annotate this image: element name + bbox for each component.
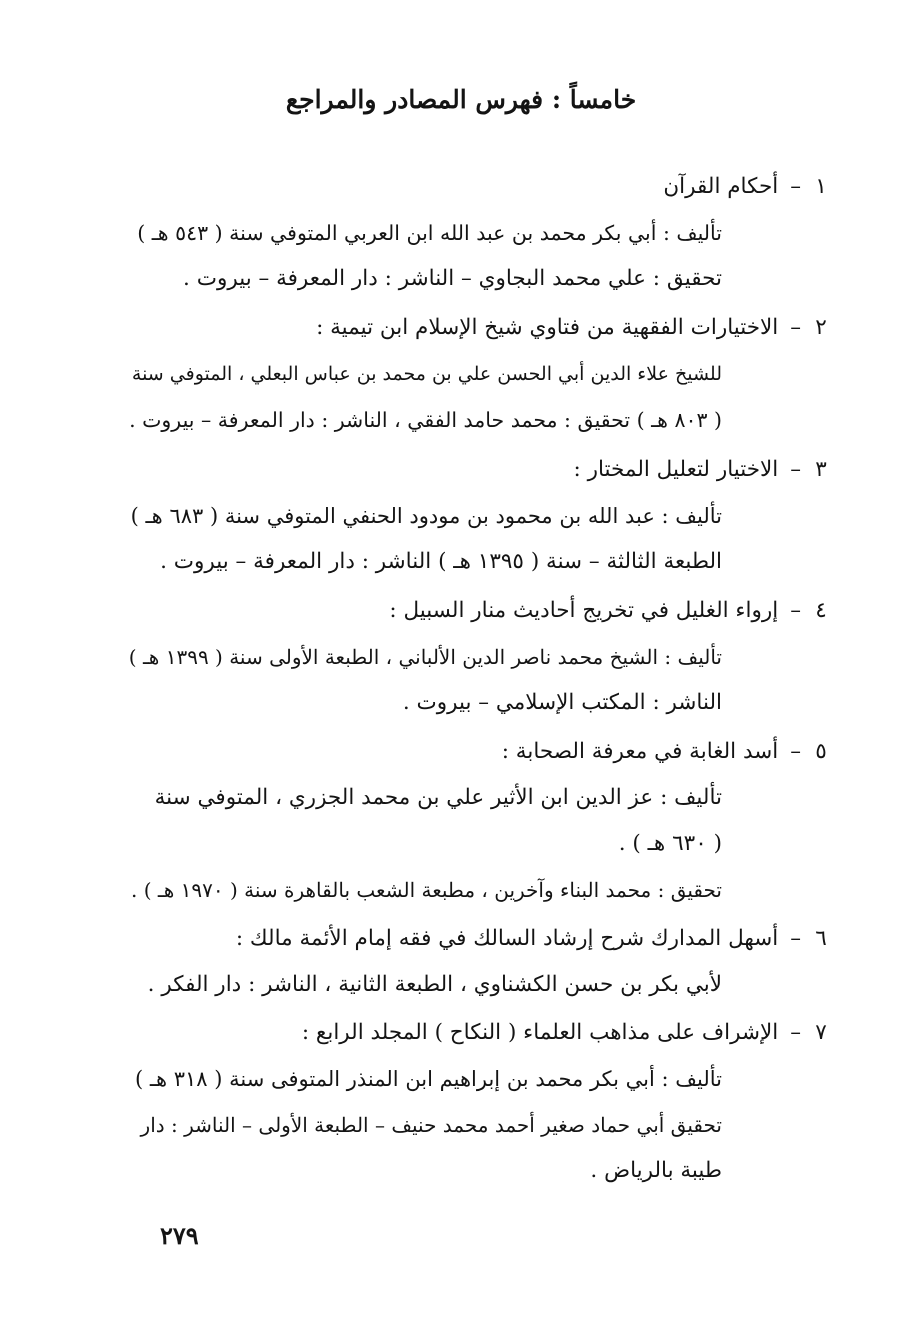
entry-2-detail-line: ( ٨٠٣ هـ ) تحقيق : محمد حامد الفقي ، الناشر : دار المعرفة – بيروت .: [129, 408, 722, 432]
entry-title: أسد الغابة في معرفة الصحابة :: [501, 739, 779, 764]
entry-number: ٦: [815, 926, 827, 951]
entry-title: الاختيارات الفقهية من فتاوي شيخ الإسلام ابن تيمية :: [316, 315, 779, 340]
entry-7-title-line: ٧–الإشراف على مذاهب العلماء ( النكاح ) المجلد الرابع :: [302, 1018, 829, 1048]
entry-2-title-line: ٢–الاختيارات الفقهية من فتاوي شيخ الإسلام ابن تيمية :: [316, 313, 829, 343]
entry-6-title-line: ٦–أسهل المدارك شرح إرشاد السالك في فقه إمام الأئمة مالك :: [236, 924, 829, 954]
entry-1-detail-line: تأليف : أبي بكر محمد بن عبد الله ابن العربي المتوفي سنة ( ٥٤٣ هـ ): [137, 221, 722, 245]
entry-1-title-line: ١–أحكام القرآن: [663, 172, 829, 202]
entry-number: ١: [815, 174, 827, 199]
entry-title: إرواء الغليل في تخريج أحاديث منار السبيل :: [389, 598, 779, 623]
page-number: ٢٧٩: [160, 1221, 199, 1250]
entry-7-detail-line: تحقيق أبي حماد صغير أحمد محمد حنيف – الطبعة الأولى – الناشر : دار: [140, 1113, 722, 1137]
entry-7-detail-line: طيبة بالرياض .: [590, 1158, 722, 1183]
entry-4-detail-line: الناشر : المكتب الإسلامي – بيروت .: [402, 690, 722, 715]
entry-5-title-line: ٥–أسد الغابة في معرفة الصحابة :: [502, 737, 829, 767]
entry-3-title-line: ٣–الاختيار لتعليل المختار :: [574, 455, 829, 485]
entry-number: ٤: [815, 598, 827, 623]
entry-title: الإشراف على مذاهب العلماء ( النكاح ) المجلد الرابع :: [301, 1020, 779, 1045]
entry-title: أحكام القرآن: [663, 174, 779, 199]
entry-number: ٧: [815, 1020, 827, 1045]
entry-4-detail-line: تأليف : الشيخ محمد ناصر الدين الألباني ، الطبعة الأولى سنة ( ١٣٩٩ هـ ): [128, 645, 722, 669]
entry-5-detail-line: ( ٦٣٠ هـ ) .: [618, 831, 722, 856]
entry-4-title-line: ٤–إرواء الغليل في تخريج أحاديث منار السبيل :: [389, 596, 829, 626]
section-heading: خامساً : فهرس المصادر والمراجع: [285, 85, 637, 114]
entry-title: أسهل المدارك شرح إرشاد السالك في فقه إمام الأئمة مالك :: [235, 926, 779, 951]
entry-number: ٢: [815, 315, 827, 340]
entry-7-detail-line: تأليف : أبي بكر محمد بن إبراهيم ابن المنذر المتوفى سنة ( ٣١٨ هـ ): [134, 1067, 722, 1091]
entry-3-detail-line: الطبعة الثالثة – سنة ( ١٣٩٥ هـ ) الناشر : دار المعرفة – بيروت .: [160, 549, 722, 574]
entry-title: الاختيار لتعليل المختار :: [573, 457, 779, 482]
entry-5-detail-line: تحقيق : محمد البناء وآخرين ، مطبعة الشعب بالقاهرة سنة ( ١٩٧٠ هـ ) .: [131, 878, 722, 902]
entry-6-detail-line: لأبي بكر بن حسن الكشناوي ، الطبعة الثانية ، الناشر : دار الفكر .: [147, 972, 722, 997]
entry-1-detail-line: تحقيق : علي محمد البجاوي – الناشر : دار المعرفة – بيروت .: [183, 266, 722, 291]
entry-3-detail-line: تأليف : عبد الله بن محمود بن مودود الحنفي المتوفي سنة ( ٦٨٣ هـ ): [130, 504, 722, 528]
entry-number: ٥: [815, 739, 827, 764]
entry-5-detail-line: تأليف : عز الدين ابن الأثير علي بن محمد الجزري ، المتوفي سنة: [154, 785, 722, 810]
entry-2-detail-line: للشيخ علاء الدين أبي الحسن علي بن محمد بن عباس البعلي ، المتوفي سنة: [131, 363, 722, 385]
entry-number: ٣: [815, 457, 827, 482]
